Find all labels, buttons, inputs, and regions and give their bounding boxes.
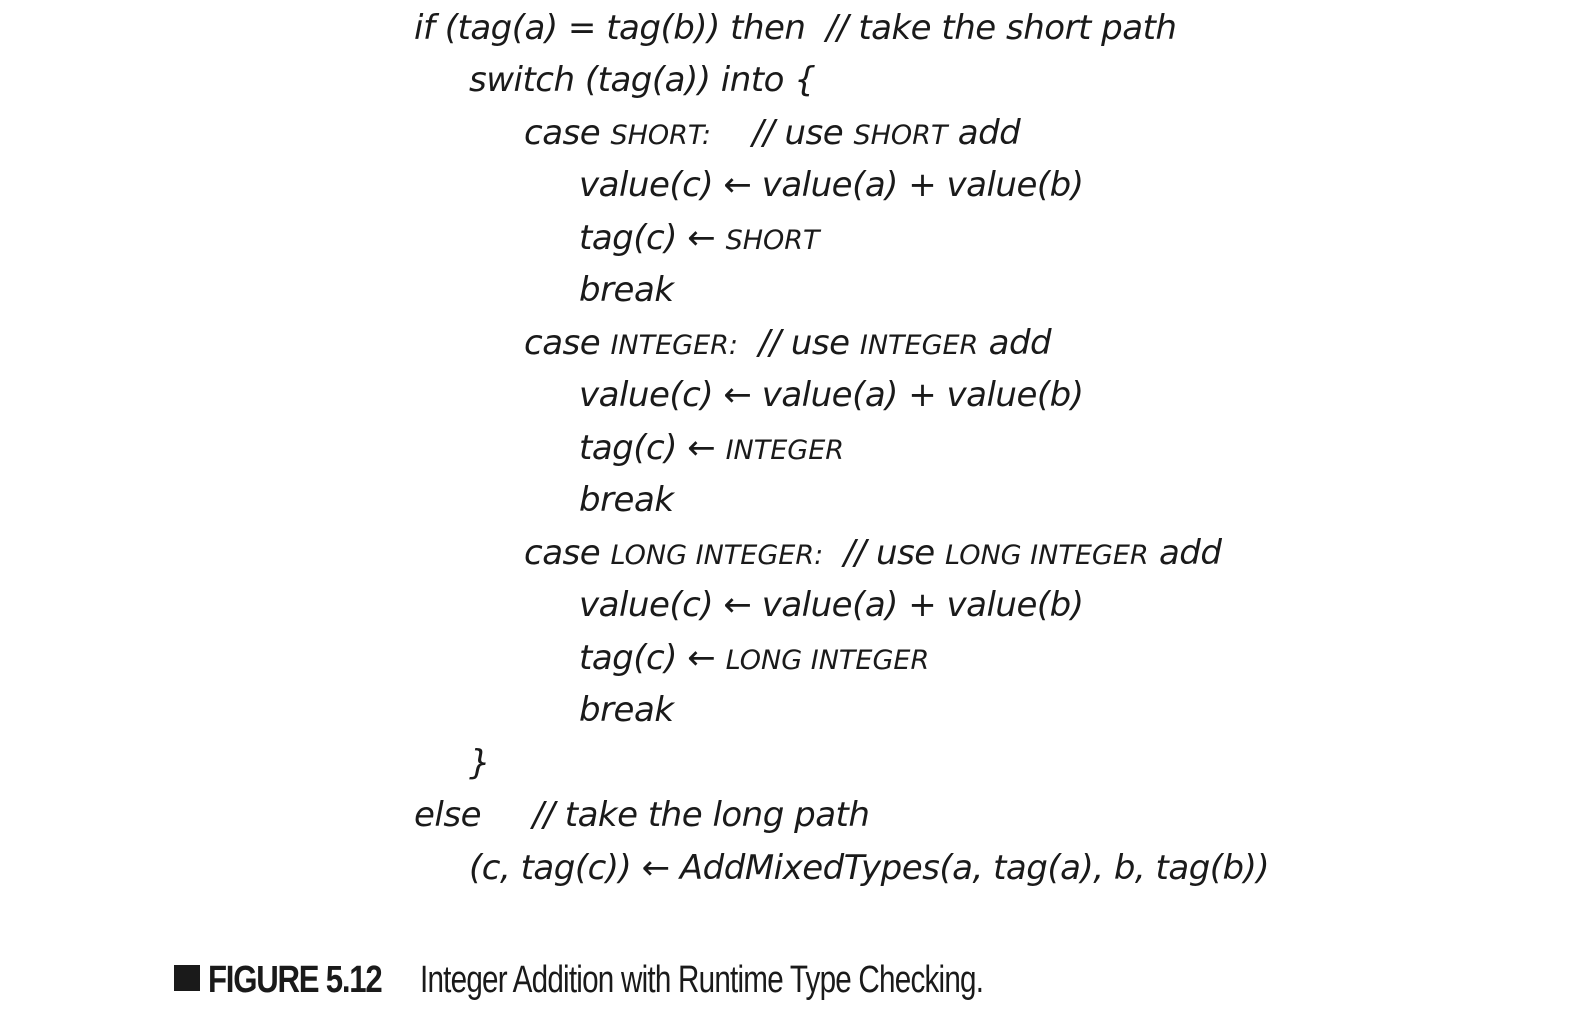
code-text: add bbox=[947, 113, 1021, 153]
code-line-value-assign bbox=[579, 165, 1084, 205]
code-line-tag-assign bbox=[579, 638, 929, 678]
code-line-else bbox=[414, 795, 869, 835]
code-line-tag-assign bbox=[579, 428, 844, 468]
code-text: else // take the long path bbox=[414, 795, 870, 835]
figure-caption bbox=[174, 955, 1142, 1005]
code-comment: // use bbox=[738, 323, 860, 363]
code-line-add-mixed-types bbox=[469, 848, 1269, 888]
code-text: tag(c) ← bbox=[579, 638, 726, 678]
code-line-value-assign bbox=[579, 375, 1084, 415]
type-name: INTEGER bbox=[725, 435, 845, 466]
code-text: break bbox=[579, 480, 674, 520]
code-line-value-assign bbox=[579, 585, 1084, 625]
code-comment: // use bbox=[711, 113, 854, 153]
type-name: LONG INTEGER bbox=[725, 645, 930, 676]
type-name: SHORT bbox=[853, 120, 948, 151]
code-line-tag-assign bbox=[579, 218, 820, 258]
code-text: (c, tag(c)) ← AddMixedTypes(a, tag(a), b, tag(b)) bbox=[469, 848, 1270, 888]
code-line-switch bbox=[469, 60, 815, 100]
code-comment: // use bbox=[823, 533, 946, 573]
type-name: LONG INTEGER bbox=[945, 540, 1149, 571]
code-line-case-short bbox=[524, 113, 1020, 153]
code-line-case-long-integer bbox=[524, 533, 1221, 573]
code-line-break bbox=[579, 690, 674, 730]
code-text: case bbox=[524, 113, 611, 153]
code-text: add bbox=[1148, 533, 1222, 573]
code-line-break bbox=[579, 270, 674, 310]
code-line-close-brace bbox=[469, 743, 490, 783]
code-text: tag(c) ← bbox=[579, 428, 726, 468]
code-text: if (tag(a) = tag(b)) then // take the short path bbox=[414, 8, 1177, 48]
code-text: case bbox=[524, 323, 611, 363]
code-text: add bbox=[978, 323, 1052, 363]
square-bullet-icon bbox=[174, 965, 200, 991]
case-label: SHORT: bbox=[610, 120, 712, 151]
code-text: value(c) ← value(a) + value(b) bbox=[579, 165, 1084, 205]
type-name: INTEGER bbox=[859, 330, 979, 361]
code-text: tag(c) ← bbox=[579, 218, 726, 258]
code-text: break bbox=[579, 270, 674, 310]
figure-caption-text: Integer Addition with Runtime Type Checking. bbox=[420, 959, 984, 1001]
code-line-break bbox=[579, 480, 674, 520]
code-line-case-integer bbox=[524, 323, 1051, 363]
code-text: case bbox=[524, 533, 611, 573]
code-line-if bbox=[414, 8, 1176, 48]
case-label: INTEGER: bbox=[610, 330, 739, 361]
case-label: LONG INTEGER: bbox=[610, 540, 824, 571]
type-name: SHORT bbox=[725, 225, 820, 256]
figure-label: FIGURE 5.12 bbox=[208, 959, 382, 1001]
code-text: switch (tag(a)) into { bbox=[469, 60, 816, 100]
code-text: break bbox=[579, 690, 674, 730]
code-text: value(c) ← value(a) + value(b) bbox=[579, 375, 1084, 415]
code-text: } bbox=[469, 743, 491, 783]
code-text: value(c) ← value(a) + value(b) bbox=[579, 585, 1084, 625]
